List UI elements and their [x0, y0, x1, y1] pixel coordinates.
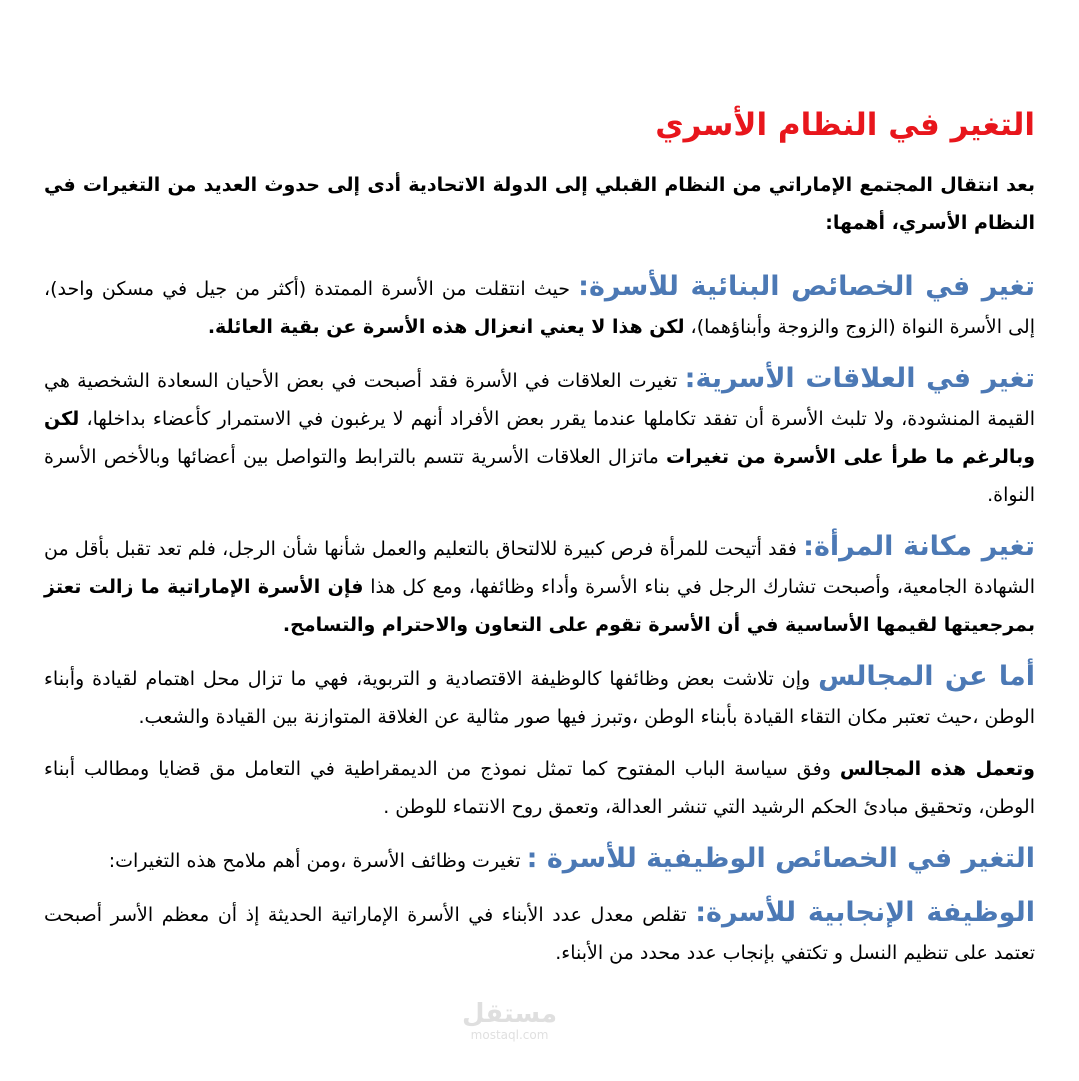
- reproductive-text: تقلص معدل عدد الأبناء في الأسرة الإماراتية الحديثة إذ أن معظم الأسر أصبحت تعتمد على تنظيم النسل و تكتفي بإنجاب عدد محدد من الأبناء.: [44, 904, 1035, 964]
- relations-bold: لكن وبالرغم ما طرأ على الأسرة من تغيرات: [44, 408, 1036, 468]
- woman-bold: فإن الأسرة الإماراتية ما زالت تعتز بمرجعيتها لقيمها الأساسية في أن الأسرة تقوم على التعاون والاحترام والتسامح.: [44, 576, 1035, 636]
- woman-heading: تغير مكانة المرأة:: [803, 531, 1035, 562]
- reproductive-paragraph: [44, 894, 1035, 972]
- intro-paragraph: بعد انتقال المجتمع الإماراتي من النظام القبلي إلى الدولة الاتحادية أدى إلى حدوث العديد من التغيرات في النظام الأسري، أهمها:: [44, 174, 1035, 234]
- majalis-text: وإن تلاشت بعض وظائفها كالوظيفة الاقتصادية و التربوية، فهي ما تزال محل اهتمام لقيادة وأبناء الوطن ،حيث تعتبر مكان التقاء القيادة بأبناء الوطن ،وتبرز فيها صور مثالية عن الغلاقة المتوازنة بين القيادة والشعب.: [44, 668, 1035, 728]
- watermark-arabic: مستقل: [462, 999, 558, 1029]
- reproductive-heading: الوظيفة الإنجابية للأسرة:: [695, 897, 1035, 928]
- relations-paragraph: [44, 360, 1035, 514]
- woman-paragraph: [44, 528, 1035, 644]
- majalis-work-text: وفق سياسة الباب المفتوح كما تمثل نموذج من الديمقراطية في التعامل مق قضايا ومطالب أبناء الوطن، وتحقيق مبادئ الحكم الرشيد التي تنشر العدالة، وتعمق روح الانتماء للوطن .: [44, 758, 1035, 818]
- structural-bold: لكن هذا لا يعني انعزال هذه الأسرة عن بقية العائلة.: [207, 316, 685, 338]
- watermark-logo: [462, 1000, 557, 1042]
- page-title: التغير في النظام الأسري: [655, 107, 1035, 143]
- majalis-work-paragraph: [44, 750, 1035, 826]
- structural-paragraph: [44, 268, 1035, 346]
- functional-text: تغيرت وظائف الأسرة ،ومن أهم ملامح هذه التغيرات:: [108, 850, 527, 872]
- watermark-latin: mostaql.com: [470, 1028, 549, 1042]
- majalis-heading: أما عن المجالس: [818, 661, 1036, 692]
- structural-text: حيث انتقلت من الأسرة الممتدة (أكثر من جيل في مسكن واحد)، إلى الأسرة النواة (الزوج والزوجة وأبناؤهما)،: [44, 278, 1035, 338]
- majalis-work-bold: وتعمل هذه المجالس: [839, 758, 1035, 780]
- relations-text: تغيرت العلاقات في الأسرة فقد أصبحت في بعض الأحيان السعادة الشخصية هي القيمة المنشودة، ولا تلبث الأسرة أن تفقد تكاملها عندما يقرر بعض الأفراد أنهم لا يرغبون في الاستمرار كأعضاء بداخلها،: [44, 370, 1035, 430]
- functional-paragraph: [44, 840, 1035, 880]
- relations-heading: تغير في العلاقات الأسرية:: [684, 363, 1035, 394]
- woman-text: فقد أتيحت للمرأة فرص كبيرة للالتحاق بالتعليم والعمل شأنها شأن الرجل، فلم تعد تقبل بأقل من الشهادة الجامعية، وأصبحت تشارك الرجل في بناء الأسرة وأداء وظائفها، ومع كل هذا: [44, 538, 1035, 598]
- majalis-paragraph: [44, 658, 1035, 736]
- structural-heading: تغير في الخصائص البنائية للأسرة:: [578, 271, 1035, 302]
- functional-heading: التغير في الخصائص الوظيفية للأسرة :: [526, 843, 1035, 874]
- relations-text-2: ماتزال العلاقات الأسرية تتسم بالترابط والتواصل بين أعضائها وبالأخص الأسرة النواة.: [44, 446, 1035, 506]
